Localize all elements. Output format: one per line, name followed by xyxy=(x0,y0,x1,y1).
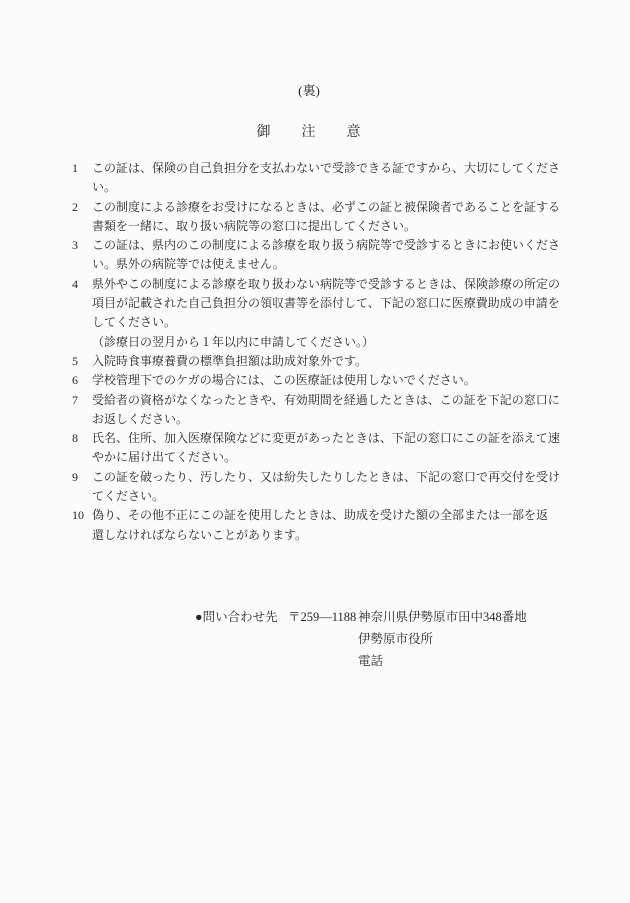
notice-text-line: 県外やこの制度による診療を取り扱わない病院等で受診するときは、保険診療の所定の xyxy=(92,276,561,291)
notice-text-line: 書類を一緒に、取り扱い病院等の窓口に提出してください。 xyxy=(92,218,417,233)
notice-number: 3 xyxy=(72,238,78,253)
notice-text-line: 学校管理下でのケガの場合には、この医療証は使用しないでください。 xyxy=(92,373,476,388)
notice-text-line: やかに届け出てください。 xyxy=(92,450,237,465)
notice-number: 7 xyxy=(72,392,78,407)
notice-text xyxy=(92,468,568,507)
notice-text xyxy=(92,198,568,237)
notice-number: 6 xyxy=(72,373,78,388)
notice-text-line: この制度による診療をお受けになるときは、必ずこの証と被保険者であることを証する xyxy=(92,199,561,214)
notice-item-2 xyxy=(72,198,568,237)
office-name: 伊勢原市役所 xyxy=(358,632,434,646)
notice-item-10 xyxy=(72,506,568,545)
contact-line xyxy=(195,606,527,628)
notice-text-line: 入院時食事療養費の標準負担額は助成対象外です。 xyxy=(92,353,368,368)
notice-text-line: い。県外の病院等では使えません。 xyxy=(92,257,285,272)
notice-number: 1 xyxy=(72,161,78,175)
notice-text-line: 還しなければならないことがあります。 xyxy=(92,527,308,542)
contact-block xyxy=(195,606,527,672)
notice-number: 5 xyxy=(72,353,78,368)
notice-item-9 xyxy=(72,468,568,507)
notice-item-3 xyxy=(72,236,568,275)
notice-text-line: お返しください。 xyxy=(92,411,189,426)
notice-text xyxy=(92,275,568,352)
notice-number: 4 xyxy=(72,276,78,291)
notice-item-5 xyxy=(72,352,568,371)
notice-text-line: してください。 xyxy=(92,315,177,330)
bullet-icon: ● xyxy=(195,610,203,624)
notice-text xyxy=(92,236,568,275)
notice-text xyxy=(92,391,568,430)
notice-text-line: この証は、保険の自己負担分を支払わないで受診できる証ですから、大切にしてくださ xyxy=(92,161,561,175)
notice-text xyxy=(92,506,568,545)
address-text: 神奈川県伊勢原市田中348番地 xyxy=(358,610,527,624)
contact-label xyxy=(195,606,288,628)
notice-number: 2 xyxy=(72,199,78,214)
notice-text xyxy=(92,429,568,468)
contact-label-text: 問い合わせ先 xyxy=(202,610,278,624)
notice-item-6 xyxy=(72,371,568,390)
page-side-label: (裏) xyxy=(298,83,320,98)
notice-text-line: い。 xyxy=(92,180,117,195)
notice-item-7 xyxy=(72,391,568,430)
notice-number: 10 xyxy=(72,508,84,523)
phone-label: 電話 xyxy=(358,654,384,668)
notice-number: 9 xyxy=(72,469,78,484)
notice-text-line: 受給者の資格がなくなったときや、有効期間を経過したときは、この証を下記の窓口に xyxy=(92,392,560,407)
notice-item-8 xyxy=(72,429,568,468)
notice-text-line: てください。 xyxy=(92,489,165,504)
postal-code: 〒259—1188 xyxy=(288,610,357,624)
notice-text xyxy=(92,371,568,390)
notice-text-line: 氏名、住所、加入医療保険などに変更があったときは、下記の窓口にこの証を添えて速 xyxy=(92,431,560,446)
notice-text xyxy=(92,159,568,198)
notice-list xyxy=(72,159,568,545)
notice-number: 8 xyxy=(72,431,78,446)
notice-text xyxy=(92,352,568,371)
notice-item-4 xyxy=(72,275,568,352)
notice-item-1 xyxy=(72,159,568,198)
notice-text-line: 偽り、その他不正にこの証を使用したときは、助成を受けた額の全部または一部を返 xyxy=(92,508,549,523)
notice-text-note: （診療日の翌月から１年以内に申請してください。） xyxy=(92,334,375,349)
notice-text-line: 項目が記載された自己負担分の領収書等を添付して、下記の窓口に医療費助成の申請を xyxy=(92,296,560,311)
page-title: 御 注 意 xyxy=(256,125,362,140)
notice-text-line: この証は、県内のこの制度による診療を取り扱う病院等で受診するときにお使いくださ xyxy=(92,238,561,253)
notice-text-line: この証を破ったり、汚したり、又は紛失したりしたときは、下記の窓口で再交付を受け xyxy=(92,469,561,484)
